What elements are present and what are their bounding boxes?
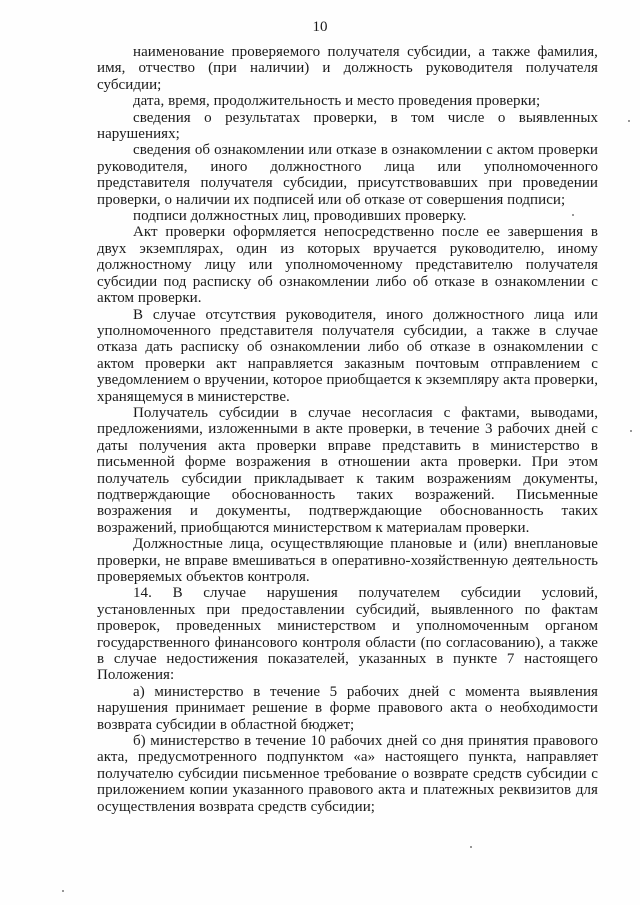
paragraph-subject-name: наименование проверяемого получателя субсидии, а также фамилия, имя, отчество (при наличии) и должность руководителя получателя субсидии; [97, 44, 598, 93]
scan-speck [630, 430, 632, 432]
scan-speck [62, 890, 64, 892]
paragraph-item-14-a: а) министерство в течение 5 рабочих дней с момента выявления нарушения принимает решение в форме правового акта о необходимости возврата субсидии в областной бюджет; [97, 683, 598, 733]
paragraph-absence: В случае отсутствия руководителя, иного должностного лица или уполномоченного представителя получателя субсидии, а также в случае отказа дать расписку об ознакомлении либо об отказе в ознакомлении с актом проверки акт направляется заказным почтовым отправлением с уведомлением о вручении, которое приобщается к экземпляру акта проверки, хранящемуся в министерстве. [97, 306, 598, 405]
paragraph-item-14-b: б) министерство в течение 10 рабочих дней со дня принятия правового акта, предусмотренного подпунктом «а» настоящего пункта, направляет получателю субсидии письменное требование о возврате средств субсидии с приложением копии указанного правового акта и платежных реквизитов для осуществления возврата средств субсидии; [97, 733, 598, 815]
paragraph-act-copies: Акт проверки оформляется непосредственно после ее завершения в двух экземплярах, один из которых вручается руководителю, иному должностному лицу или уполномоченному представителю получателя субсидии под расписку об ознакомлении либо об отказе в ознакомлении с актом проверки. [97, 224, 598, 307]
paragraph-officials: Должностные лица, осуществляющие плановые и (или) внеплановые проверки, не вправе вмешиваться в оперативно-хозяйственную деятельность проверяемых объектов контроля. [97, 536, 598, 585]
paragraph-date-place: дата, время, продолжительность и место проведения проверки; [133, 93, 541, 110]
scan-speck [628, 120, 630, 122]
paragraph-item-14: 14. В случае нарушения получателем субсидии условий, установленных при предоставлении субсидий, выявленного по фактам проверок, проведенных министерством и уполномоченным органом государственного финансового контроля области (по согласованию), а также в случае недостижения показателей, указанных в пункте 7 настоящего Положения: [97, 585, 598, 684]
page-number: 10 [312, 19, 328, 35]
paragraph-signatures: подписи должностных лиц, проводивших проверку. [133, 208, 467, 225]
paragraph-objections: Получатель субсидии в случае несогласия с фактами, выводами, предложениями, изложенными в акте проверки, в течение 3 рабочих дней с даты получения акта проверки вправе представить в министерство в письменной форме возражения в отношении акта проверки. При этом получатель субсидии прикладывает к таким возражениям документы, подтверждающие обоснованность таких возражений. Письменные возражения и документы, подтверждающие обоснованность таких возражений, приобщаются министерством к материалам проверки. [97, 404, 598, 536]
scan-speck [572, 214, 574, 216]
paragraph-results: сведения о результатах проверки, в том числе о выявленных нарушениях; [97, 109, 598, 143]
paragraph-acknowledgement: сведения об ознакомлении или отказе в ознакомлении с актом проверки руководителя, иного должностного лица или уполномоченного представителя получателя субсидии, присутствовавших при проведении проверки, о наличии их подписей или об отказе от совершения подписи; [97, 142, 598, 208]
scan-speck [470, 846, 472, 848]
document-body [97, 44, 598, 815]
